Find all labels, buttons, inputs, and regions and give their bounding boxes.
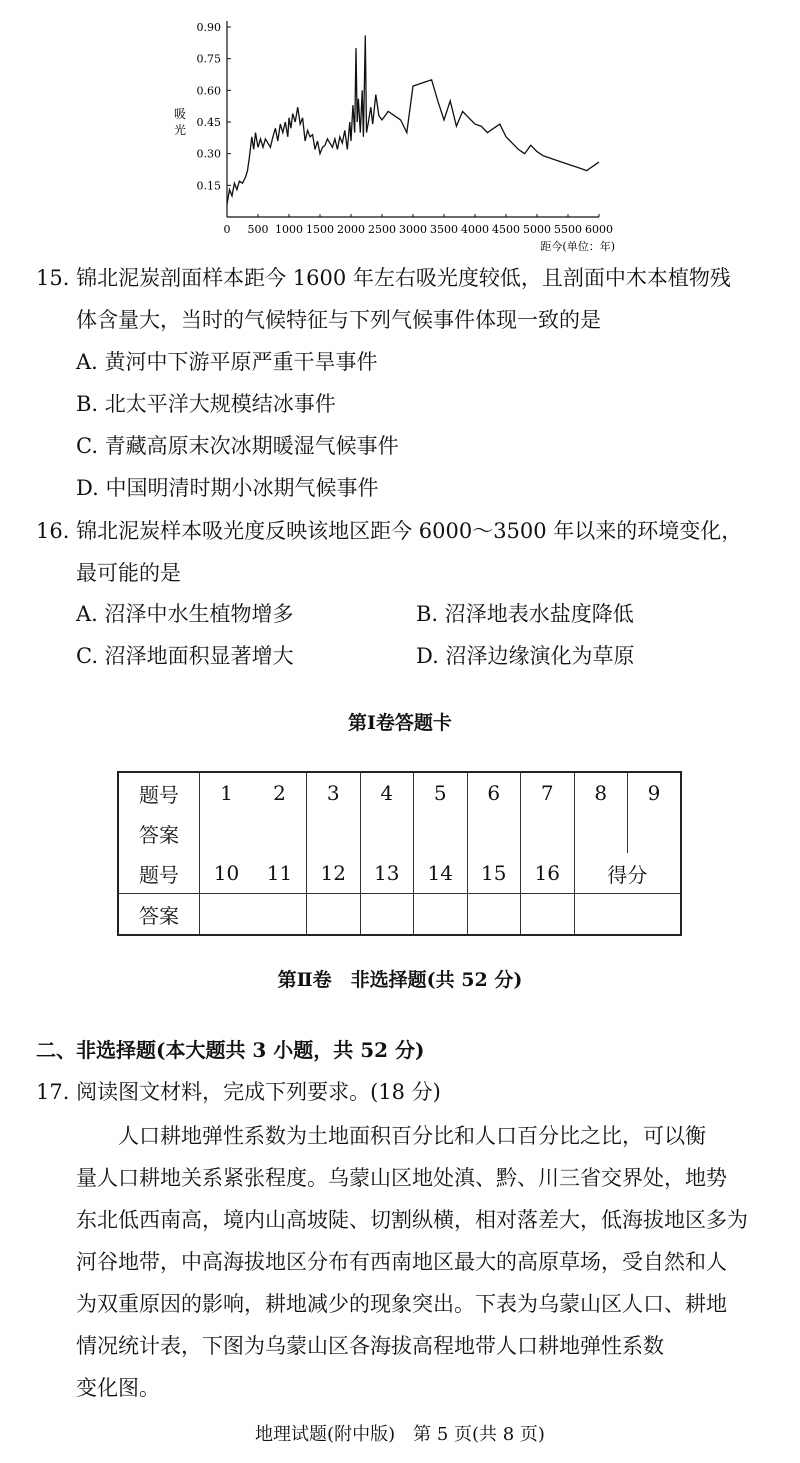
section-2-title: 第Ⅱ卷 非选择题(共 52 分): [277, 969, 523, 991]
chart-x-tick-label: 6000: [585, 223, 613, 236]
chart-x-tick-label: 2500: [368, 223, 396, 236]
q-number-4: 4: [360, 772, 414, 813]
q-number-2: 2: [253, 772, 307, 813]
answer-cell-16[interactable]: [521, 894, 575, 936]
answer-cell-8[interactable]: [574, 813, 628, 853]
answer-cell-4[interactable]: [360, 813, 414, 853]
row-label-number-2: 题号: [118, 853, 200, 894]
chart-x-tick-label: 5000: [523, 223, 551, 236]
q17-paragraph-line-1: 人口耕地弹性系数为土地面积百分比和人口百分比之比，可以衡: [118, 1124, 706, 1148]
q17-paragraph-line-3: 东北低西南高，境内山高坡陡、切割纵横，相对落差大，低海拔地区多为: [76, 1208, 748, 1232]
question-16-line-1: 16. 锦北泥炭样本吸光度反映该地区距今 6000～3500 年以来的环境变化，: [36, 519, 743, 543]
answer-card-title: 第Ⅰ卷答题卡: [348, 712, 452, 734]
q-number-6: 6: [467, 772, 521, 813]
row-label-answer-2: 答案: [118, 894, 200, 936]
chart-axes: [227, 21, 599, 217]
chart-x-tick-label: 4500: [492, 223, 520, 236]
q17-paragraph-line-7: 变化图。: [76, 1376, 160, 1400]
question-15-line-1: 15. 锦北泥炭剖面样本距今 1600 年左右吸光度较低，且剖面中木本植物残: [36, 266, 731, 290]
answer-cell-12[interactable]: [307, 894, 361, 936]
answer-cell-10[interactable]: [200, 894, 254, 936]
q-number-11: 11: [253, 853, 307, 894]
q-number-9: 9: [628, 772, 682, 813]
q16-option-a: A. 沼泽中水生植物增多: [76, 602, 294, 626]
chart-x-tick-label: 500: [247, 223, 269, 236]
q-number-15: 15: [467, 853, 521, 894]
answer-cell-7[interactable]: [521, 813, 575, 853]
table-row: [118, 853, 681, 894]
answer-cell-1[interactable]: [200, 813, 254, 853]
answer-cell-3[interactable]: [307, 813, 361, 853]
score-label: 得分: [574, 853, 681, 894]
chart-y-tick-label: 0.15: [196, 179, 221, 193]
chart-x-tick-label: 0: [223, 223, 231, 236]
answer-cell-14[interactable]: [414, 894, 468, 936]
q16-option-c: C. 沼泽地面积显著增大: [76, 644, 294, 668]
q-number-5: 5: [414, 772, 468, 813]
answer-cell-11[interactable]: [253, 894, 307, 936]
chart-x-tick-label: 5500: [554, 223, 582, 236]
page-footer: 地理试题(附中版) 第 5 页(共 8 页): [255, 1424, 545, 1445]
q-number-10: 10: [200, 853, 254, 894]
q16-option-d: D. 沼泽边缘演化为草原: [416, 644, 635, 668]
chart-x-tick-label: 3500: [430, 223, 458, 236]
absorbance-chart: [170, 10, 630, 255]
q15-option-b: B. 北太平洋大规模结冰事件: [76, 392, 336, 416]
chart-ylabel-2: 光: [173, 123, 187, 137]
chart-x-tick-label: 1000: [275, 223, 303, 236]
chart-y-tick-label: 0.45: [196, 116, 221, 129]
chart-y-tick-label: 0.60: [196, 84, 221, 98]
question-15-line-2: 体含量大，当时的气候特征与下列气候事件体现一致的是: [76, 308, 601, 332]
chart-y-tick-label: 0.75: [196, 52, 221, 66]
q-number-13: 13: [360, 853, 414, 894]
chart-x-tick-label: 1500: [306, 223, 334, 236]
chart-y-ticks: [197, 21, 232, 192]
chart-y-tick-label: 0.30: [196, 147, 221, 161]
q17-paragraph-line-5: 为双重原因的影响，耕地减少的现象突出。下表为乌蒙山区人口、耕地: [76, 1292, 727, 1316]
answer-card-table: [117, 771, 682, 936]
table-row: [118, 813, 681, 853]
answer-cell-13[interactable]: [360, 894, 414, 936]
q-number-1: 1: [200, 772, 254, 813]
answer-cell-5[interactable]: [414, 813, 468, 853]
q15-option-d: D. 中国明清时期小冰期气候事件: [76, 476, 379, 500]
absorbance-line: [227, 35, 599, 204]
chart-ylabel-1: 吸: [173, 107, 187, 121]
q-number-16: 16: [521, 853, 575, 894]
chart-x-tick-label: 2000: [337, 223, 365, 236]
answer-cell-6[interactable]: [467, 813, 521, 853]
q17-paragraph-line-2: 量人口耕地关系紧张程度。乌蒙山区地处滇、黔、川三省交界处，地势: [76, 1166, 727, 1190]
table-row: [118, 772, 681, 813]
question-17-title: 17. 阅读图文材料，完成下列要求。(18 分): [36, 1080, 441, 1104]
chart-x-tick-label: 4000: [461, 223, 489, 236]
q17-paragraph-line-6: 情况统计表，下图为乌蒙山区各海拔高程地带人口耕地弹性系数: [76, 1334, 664, 1358]
question-16-line-2: 最可能的是: [76, 561, 181, 585]
row-label-number: 题号: [118, 772, 200, 813]
q-number-8: 8: [574, 772, 628, 813]
q-number-7: 7: [521, 772, 575, 813]
part-2-heading: 二、非选择题(本大题共 3 小题，共 52 分): [36, 1038, 425, 1062]
q-number-14: 14: [414, 853, 468, 894]
q-number-12: 12: [307, 853, 361, 894]
chart-xlabel: 距今(单位：年): [540, 240, 615, 253]
score-cell[interactable]: [574, 894, 681, 936]
q16-option-b: B. 沼泽地表水盐度降低: [416, 602, 634, 626]
answer-cell-9[interactable]: [628, 813, 682, 853]
chart-x-tick-label: 3000: [399, 223, 427, 236]
answer-cell-15[interactable]: [467, 894, 521, 936]
q15-option-c: C. 青藏高原末次冰期暖湿气候事件: [76, 434, 399, 458]
q15-option-a: A. 黄河中下游平原严重干旱事件: [76, 350, 378, 374]
q17-paragraph-line-4: 河谷地带，中高海拔地区分布有西南地区最大的高原草场，受自然和人: [76, 1250, 727, 1274]
chart-y-tick-label: 0.90: [196, 21, 221, 34]
q-number-3: 3: [307, 772, 361, 813]
answer-cell-2[interactable]: [253, 813, 307, 853]
table-row: [118, 894, 681, 936]
row-label-answer: 答案: [118, 813, 200, 853]
